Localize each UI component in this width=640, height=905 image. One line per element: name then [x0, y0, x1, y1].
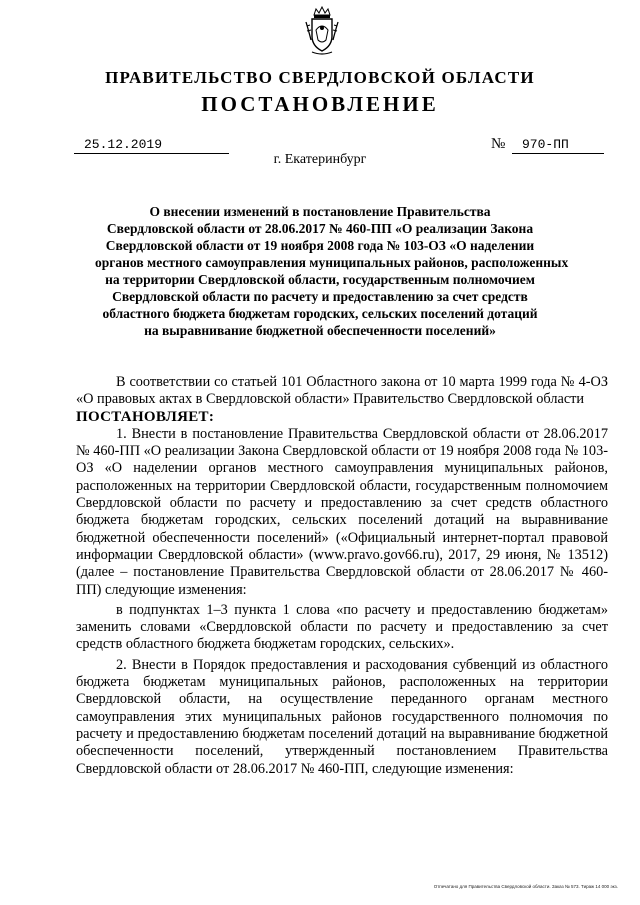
- item-2: 2. Внести в Порядок предоставления и расходования субвенций из областного бюджета бюджетам муниципальных районов, расположенных на территории Свердловской области, на осуществление переданного органам местного самоуправления этих муниципальных районов государственного полномочия по расчету и предоставлению бюджетам поселений дотаций на выравнивание бюджетной обеспеченности поселений, утвержденный постановлением Правительства Свердловской области от 28.06.2017 № 460-ПП, следующие изменения:: [76, 656, 608, 777]
- title-line: Свердловской области от 19 ноября 2008 года № 103-ОЗ «О наделении: [105, 238, 535, 253]
- document-date: 25.12.2019: [74, 137, 229, 154]
- intro-paragraph: В соответствии со статьей 101 Областного закона от 10 марта 1999 года № 4-ОЗ «О правовых актах в Свердловской области» Правительство Свердловской области: [76, 374, 608, 408]
- title-line: на территории Свердловской области, государственным полномочием: [105, 272, 535, 287]
- government-name: ПРАВИТЕЛЬСТВО СВЕРДЛОВСКОЙ ОБЛАСТИ: [105, 68, 535, 87]
- document-type: ПОСТАНОВЛЕНИЕ: [201, 92, 439, 116]
- number-sign: №: [491, 136, 506, 152]
- title-line: на выравнивание бюджетной обеспеченности поселений»: [144, 323, 496, 338]
- decree-word: ПОСТАНОВЛЯЕТ:: [76, 408, 215, 425]
- coat-of-arms-icon: [304, 6, 340, 56]
- document-body: [76, 374, 608, 778]
- item-1-subclause: в подпунктах 1–3 пункта 1 слова «по расчету и предоставлению бюджетам» заменить словами «Свердловской области по расчету и предоставлению за счет средств областного бюджета бюджетам городских, сельских».: [76, 601, 608, 653]
- item-1: 1. Внести в постановление Правительства Свердловской области от 28.06.2017 № 460-ПП «О реализации Закона Свердловской области от 19 ноября 2008 года № 103-ОЗ «О наделении органов местного самоуправления муниципальных районов, расположенных на территории Свердловской области, государственным полномочием Свердловской области по расчету и предоставлению за счет средств областного бюджета бюджетам городских, сельских поселений дотаций на выравнивание бюджетной обеспеченности поселений» («Официальный интернет-портал правовой информации Свердловской области» (www.pravo.gov66.ru), 2017, 29 июня, № 13512) (далее – постановление Правительства Свердловской области от 28.06.2017 № 460-ПП) следующие изменения:: [76, 425, 608, 598]
- title-line: Свердловской области по расчету и предоставлению за счет средств: [112, 289, 528, 304]
- title-line: О внесении изменений в постановление Правительства: [149, 204, 491, 219]
- document-title: [95, 203, 569, 339]
- title-line: областного бюджета бюджетам городских, сельских поселений дотаций: [102, 306, 538, 321]
- document-number: 970-ПП: [512, 137, 604, 154]
- print-footer: Отпечатано для Правительства Свердловской области. Заказ № 573. Тираж 14 000 экз.: [433, 884, 618, 889]
- title-line: органов местного самоуправления муниципальных районов, расположенных: [95, 255, 569, 270]
- title-line: Свердловской области от 28.06.2017 № 460-ПП «О реализации Закона: [106, 221, 534, 236]
- city: г. Екатеринбург: [273, 152, 367, 167]
